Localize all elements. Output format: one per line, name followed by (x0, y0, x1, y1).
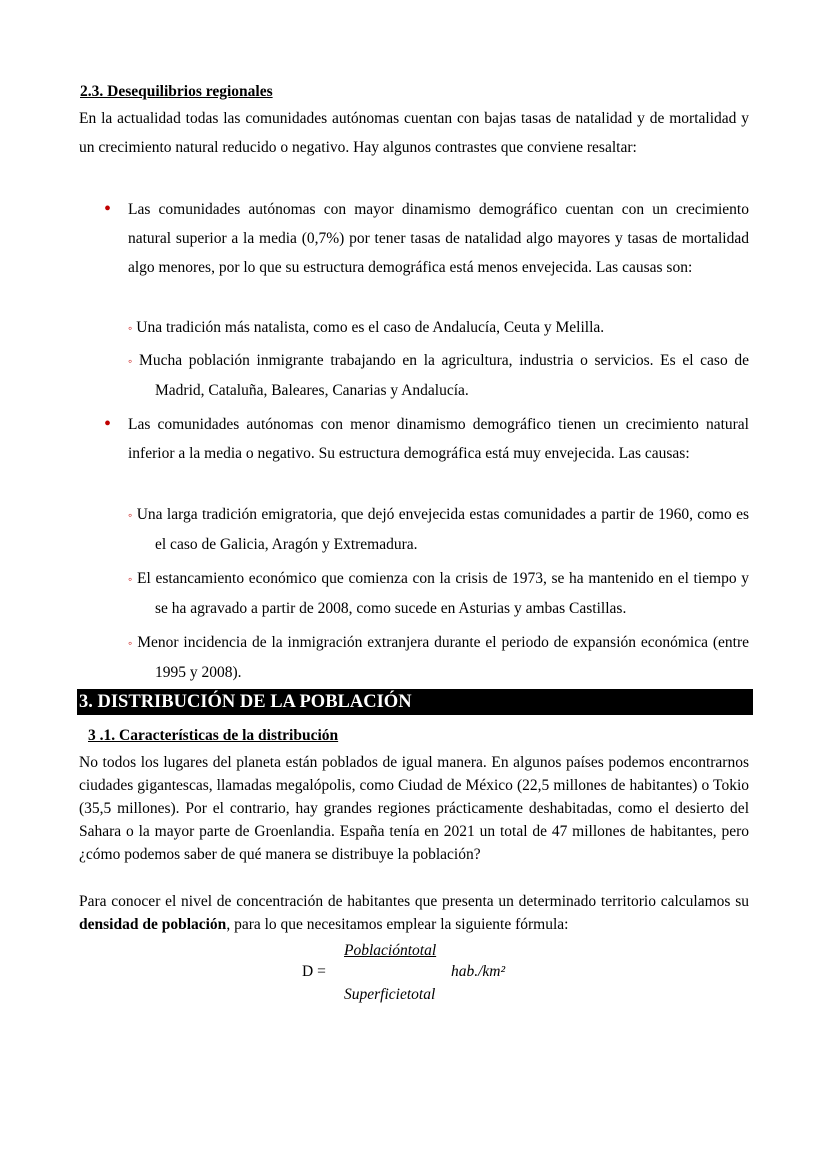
circle-bullet-icon: ◦ (128, 636, 134, 650)
section-3-paragraph-1: No todos los lugares del planeta están poblados de igual manera. En algunos países podemos encontrarnos ciudades gigantescas, llamadas megalópolis, como Ciudad de México (22,5 millones de habitantes) o Tokio (35,5 millones). Por el contrario, hay grandes regiones prácticamente deshabitadas, como el desierto del Sahara o la mayor parte de Groenlandia. España tenía en 2021 un total de 47 millones de habitantes, pero ¿cómo podemos saber de qué manera se distribuye la población? (79, 754, 749, 863)
section-3-1-heading (80, 727, 338, 745)
bullet-dot-icon: • (104, 198, 112, 220)
section-3-bar (77, 689, 753, 715)
subitem-2-1 (128, 500, 749, 559)
formula-denominator: Superficietotal (344, 986, 436, 1003)
subitem-2-3-text: Menor incidencia de la inmigración extranjera durante el periodo de expansión económica (entre 1995 y 2008). (137, 634, 749, 681)
subitem-1-1-text: Una tradición más natalista, como es el caso de Andalucía, Ceuta y Melilla. (136, 319, 605, 336)
subitem-2-2-text: El estancamiento económico que comienza con la crisis de 1973, se ha mantenido en el tiempo y se ha agravado a partir de 2008, como sucede en Asturias y ambas Castillas. (137, 570, 749, 617)
section-3-1-title: 3 .1. Características de la distribución (88, 727, 339, 744)
bullet-2-subitems (128, 500, 749, 692)
paragraph-2-bold: densidad de población (79, 916, 227, 933)
bullet-2-text: Las comunidades autónomas con menor dinamismo demográfico tienen un crecimiento natural inferior a la media o negativo. Su estructura demográfica está muy envejecida. Las causas: (128, 416, 749, 462)
formula-numerator: Poblacióntotal (344, 942, 437, 959)
section-3-paragraph-2 (79, 890, 749, 936)
formula-lhs: D = (302, 963, 326, 980)
bullet-dot-icon: • (104, 413, 112, 435)
section-2-3-heading (80, 83, 273, 101)
circle-bullet-icon: ◦ (128, 321, 133, 335)
bullet-1-marker (104, 195, 111, 224)
section-2-3-intro: En la actualidad todas las comunidades autónomas cuentan con bajas tasas de natalidad y de mortalidad y un crecimiento natural reducido o negativo. Hay algunos contrastes que conviene resaltar: (79, 110, 749, 156)
subitem-1-1 (128, 313, 749, 343)
bullet-1-text: Las comunidades autónomas con mayor dinamismo demográfico cuentan con un crecimiento natural superior a la media (0,7%) por tener tasas de natalidad algo mayores y tasas de mortalidad algo menores, por lo que su estructura demográfica está menos envejecida. Las causas son: (128, 201, 749, 276)
circle-bullet-icon: ◦ (128, 354, 136, 368)
circle-bullet-icon: ◦ (128, 572, 134, 586)
subitem-2-1-text: Una larga tradición emigratoria, que dejó envejecida estas comunidades a partir de 1960, como es el caso de Galicia, Aragón y Extremadura. (136, 506, 749, 553)
bullet-2-marker (104, 410, 111, 439)
section-3-title: 3. DISTRIBUCIÓN DE LA POBLACIÓN (79, 692, 412, 712)
paragraph-2-after: , para lo que necesitamos emplear la siguiente fórmula: (226, 916, 569, 933)
circle-bullet-icon: ◦ (128, 508, 133, 522)
subitem-2-3 (128, 628, 749, 687)
section-2-3-title: 2.3. Desequilibrios regionales (80, 83, 273, 100)
subitem-1-2 (128, 346, 749, 405)
subitem-1-2-text: Mucha población inmigrante trabajando en la agricultura, industria o servicios. Es el caso de Madrid, Cataluña, Baleares, Canarias y Andalucía. (139, 352, 749, 399)
subitem-2-2 (128, 564, 749, 623)
formula-unit: hab./km² (451, 963, 506, 980)
paragraph-2-before: Para conocer el nivel de concentración de habitantes que presenta un determinado territorio calculamos su (79, 893, 749, 910)
subitem-1-2-row (128, 346, 749, 405)
